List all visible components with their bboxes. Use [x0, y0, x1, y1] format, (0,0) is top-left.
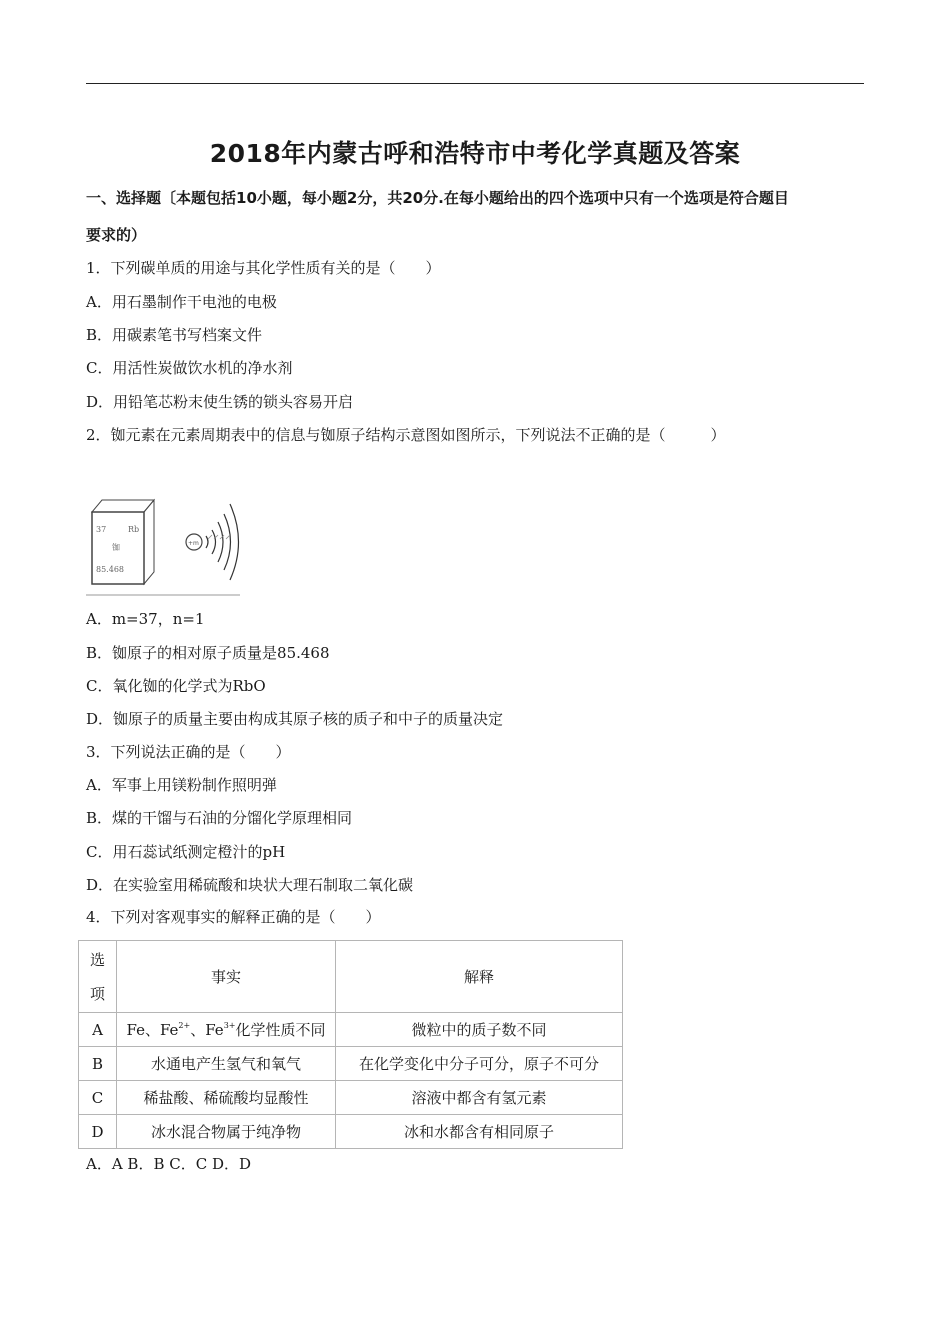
header-explanation: 解释 [336, 941, 623, 1013]
row-fact: 稀盐酸、稀硫酸均显酸性 [117, 1081, 336, 1115]
question-4-stem: 4．下列对客观事实的解释正确的是（ ） [86, 908, 381, 926]
table-row [79, 1081, 623, 1115]
atomic-mass: 85.468 [96, 565, 124, 574]
table-row [79, 1047, 623, 1081]
header-option [79, 941, 117, 1013]
element-cell [92, 500, 154, 584]
row-explanation: 冰和水都含有相同原子 [336, 1115, 623, 1149]
question-2-option-b: B．铷原子的相对原子质量是85.468 [86, 644, 330, 662]
question-3-stem: 3．下列说法正确的是（ ） [86, 743, 291, 761]
question-1-option-b: B．用碳素笔书写档案文件 [86, 326, 263, 344]
row-fact [117, 1013, 336, 1047]
row-fact: 冰水混合物属于纯净物 [117, 1115, 336, 1149]
nucleus-label: +m [188, 540, 199, 547]
question-3-option-b: B．煤的干馏与石油的分馏化学原理相同 [86, 809, 353, 827]
question-1-option-c: C．用活性炭做饮水机的净水剂 [86, 359, 293, 377]
electron-shell [206, 536, 208, 548]
row-option: A [79, 1013, 117, 1047]
electron-shell [218, 522, 223, 562]
row-option: C [79, 1081, 117, 1115]
fact-superscript: 3+ [223, 1021, 236, 1030]
fact-part: 、Fe [190, 1021, 224, 1039]
electron-shell [230, 504, 239, 580]
section-header-cont: 要求的） [86, 226, 147, 244]
question-2-option-c: C．氧化铷的化学式为RbO [86, 677, 266, 695]
top-rule [86, 83, 864, 84]
row-explanation: 在化学变化中分子可分，原子不可分 [336, 1047, 623, 1081]
electron-shell [212, 530, 216, 554]
header-option-bottom: 项 [89, 984, 105, 1003]
row-option: D [79, 1115, 117, 1149]
question-1-option-a: A．用石墨制作干电池的电极 [86, 293, 277, 311]
question-1-stem: 1．下列碳单质的用途与其化学性质有关的是（ ） [86, 259, 441, 277]
rubidium-figure-svg [86, 492, 240, 596]
question-2-option-d: D．铷原子的质量主要由构成其原子核的质子和中子的质量决定 [86, 710, 504, 728]
row-explanation: 溶液中都含有氢元素 [336, 1081, 623, 1115]
element-number: 37 [96, 525, 107, 534]
question-3-option-a: A．军事上用镁粉制作照明弹 [86, 776, 277, 794]
question-1-option-d: D．用铅笔芯粉末使生锈的锁头容易开启 [86, 393, 354, 411]
row-explanation: 微粒中的质子数不同 [336, 1013, 623, 1047]
facts-table [78, 940, 623, 1149]
header-fact: 事实 [117, 941, 336, 1013]
question-4-options: A．A B．B C．C D．D [86, 1155, 252, 1173]
rubidium-figure [86, 492, 240, 596]
electron-shell [224, 514, 231, 570]
section-header: 一、选择题〔本题包括10小题，每小题2分，共20分.在每小题给出的四个选项中只有一个选项是符合题目 [86, 189, 789, 207]
table-header-row [79, 941, 623, 1013]
question-3-option-c: C．用石蕊试纸测定橙汁的pH [86, 843, 286, 861]
atom-structure-diagram [186, 504, 239, 580]
fact-part: 化学性质不同 [235, 1021, 326, 1039]
row-option: B [79, 1047, 117, 1081]
element-symbol: Rb [128, 525, 140, 534]
page-title: 2018年内蒙古呼和浩特市中考化学真题及答案 [209, 139, 741, 168]
question-3-option-d: D．在实验室用稀硫酸和块状大理石制取二氧化碳 [86, 876, 414, 894]
row-fact: 水通电产生氢气和氧气 [117, 1047, 336, 1081]
element-name: 铷 [112, 543, 120, 552]
header-option-top: 选 [89, 950, 105, 969]
question-2-option-a: A．m=37，n=1 [86, 610, 205, 628]
table-row [79, 1013, 623, 1047]
question-2-stem: 2．铷元素在元素周期表中的信息与铷原子结构示意图如图所示，下列说法不正确的是（ ） [86, 426, 726, 444]
fact-part: Fe、Fe [126, 1021, 179, 1039]
fact-superscript: 2+ [178, 1021, 191, 1030]
table-row [79, 1115, 623, 1149]
